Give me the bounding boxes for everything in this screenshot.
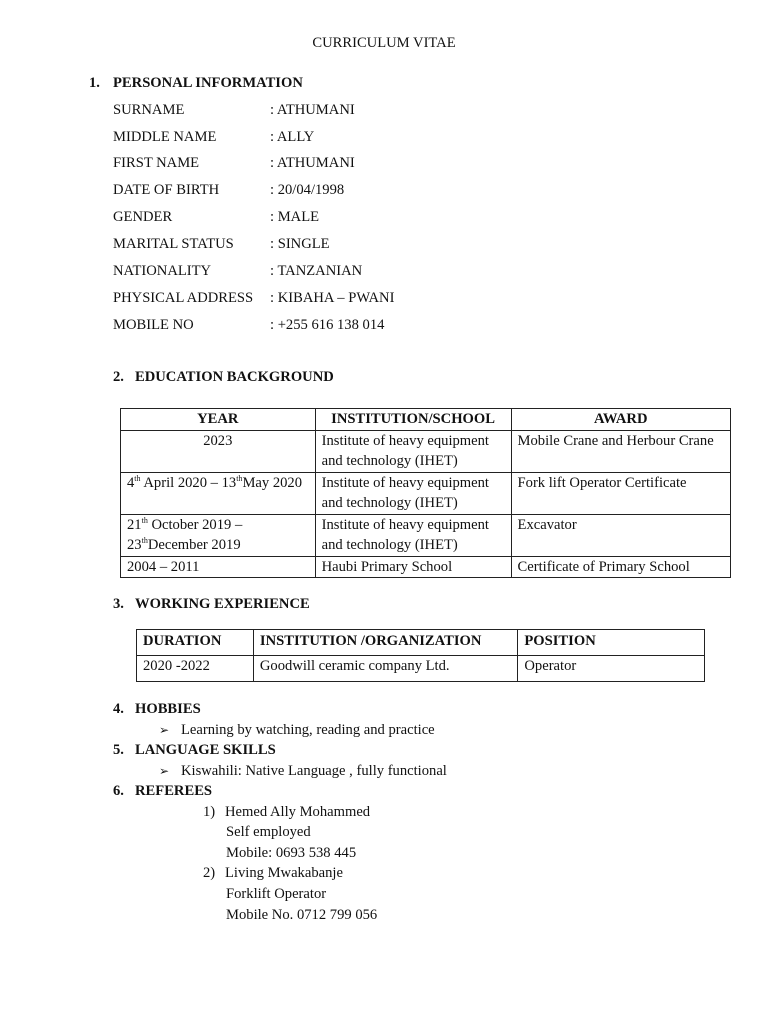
list-item [159,722,435,739]
section-personal-heading [89,75,303,92]
referee-contact: Mobile No. 0712 799 056 [226,907,378,923]
education-year [121,514,316,556]
arrow-bullet-icon: ➢ [159,764,170,778]
section-hobbies-heading [113,701,201,718]
table-header-row [137,630,705,656]
work-position: Operator [518,655,705,682]
section-title: REFEREES [135,783,213,799]
table-header-cell: POSITION [518,630,705,656]
arrow-bullet-icon: ➢ [159,723,170,737]
section-title: WORKING EXPERIENCE [135,596,310,612]
table-header-row [121,409,731,431]
ordinal-suffix: th [236,473,243,483]
pi-value-address: : KIBAHA – PWANI [270,290,395,306]
pi-label-gender: GENDER [113,209,173,225]
table-header-cell: AWARD [511,409,730,431]
table-row [121,514,731,556]
pi-value-nationality: : TANZANIAN [270,263,363,279]
ordinal-suffix: th [141,515,148,525]
table-row [137,655,705,682]
referee-name: Hemed Ally Mohammed [225,804,371,820]
year-part: 4 [127,474,135,491]
education-award: Excavator [511,514,730,556]
document-title: CURRICULUM VITAE [312,35,456,51]
education-table [120,408,731,578]
year-part: 21 [127,516,142,533]
pi-label-address: PHYSICAL ADDRESS [113,290,254,306]
section-referees-heading [113,783,212,800]
work-institution: Goodwill ceramic company Ltd. [253,655,517,682]
pi-label-middle-name: MIDDLE NAME [113,129,217,145]
referee-name-line [203,804,370,821]
section-number: 1. [89,75,100,91]
pi-label-surname: SURNAME [113,102,185,118]
language-text: Kiswahili: Native Language , fully functional [181,763,447,779]
education-award: Mobile Crane and Herbour Crane [511,430,730,472]
pi-label-dob: DATE OF BIRTH [113,182,220,198]
education-year: 2004 – 2011 [121,556,316,578]
section-title: PERSONAL INFORMATION [113,75,303,91]
pi-label-mobile: MOBILE NO [113,317,194,333]
pi-value-gender: : MALE [270,209,320,225]
referee-contact: Mobile: 0693 538 445 [226,845,357,861]
referee-name-line [203,865,343,882]
section-title: EDUCATION BACKGROUND [135,369,334,385]
education-institution: Institute of heavy equipment and technology (IHET) [315,430,511,472]
education-year: 2023 [121,430,316,472]
ordinal-suffix: th [141,536,148,546]
table-row [121,472,731,514]
section-work-heading [113,596,310,613]
section-number: 3. [113,596,124,612]
table-header-cell: INSTITUTION /ORGANIZATION [253,630,517,656]
pi-value-first-name: : ATHUMANI [270,155,355,171]
section-number: 4. [113,701,124,717]
pi-label-first-name: FIRST NAME [113,155,200,171]
list-item [159,763,447,780]
pi-value-dob: : 20/04/1998 [270,182,345,198]
table-header-cell: INSTITUTION/SCHOOL [315,409,511,431]
table-row [121,556,731,578]
year-part: April 2020 – 13 [140,474,237,491]
education-institution: Institute of heavy equipment and technology (IHET) [315,514,511,556]
pi-value-surname: : ATHUMANI [270,102,355,118]
section-number: 6. [113,783,124,799]
pi-label-marital-status: MARITAL STATUS [113,236,234,252]
education-award: Certificate of Primary School [511,556,730,578]
pi-label-nationality: NATIONALITY [113,263,212,279]
pi-value-marital-status: : SINGLE [270,236,330,252]
pi-value-mobile: : +255 616 138 014 [270,317,385,333]
referee-number: 1) [203,804,216,820]
referee-role: Forklift Operator [226,886,327,902]
section-number: 5. [113,742,124,758]
section-education-heading [113,369,334,386]
table-row [121,430,731,472]
section-number: 2. [113,369,124,385]
ordinal-suffix: th [134,473,141,483]
education-institution: Haubi Primary School [315,556,511,578]
pi-value-middle-name: : ALLY [270,129,315,145]
section-title: LANGUAGE SKILLS [135,742,276,758]
referee-name: Living Mwakabanje [225,865,343,881]
table-header-cell: YEAR [121,409,316,431]
education-year [121,472,316,514]
section-title: HOBBIES [135,701,201,717]
work-table [136,629,705,682]
education-institution: Institute of heavy equipment and technology (IHET) [315,472,511,514]
referee-role: Self employed [226,824,311,840]
table-header-cell: DURATION [137,630,254,656]
referee-number: 2) [203,865,216,881]
work-duration: 2020 -2022 [137,655,254,682]
year-part: May 2020 [242,474,303,491]
year-part: December 2019 [147,537,241,553]
hobby-text: Learning by watching, reading and practice [181,722,435,738]
year-part: October 2019 – 23 [127,516,243,553]
section-languages-heading [113,742,276,759]
education-award: Fork lift Operator Certificate [511,472,730,514]
